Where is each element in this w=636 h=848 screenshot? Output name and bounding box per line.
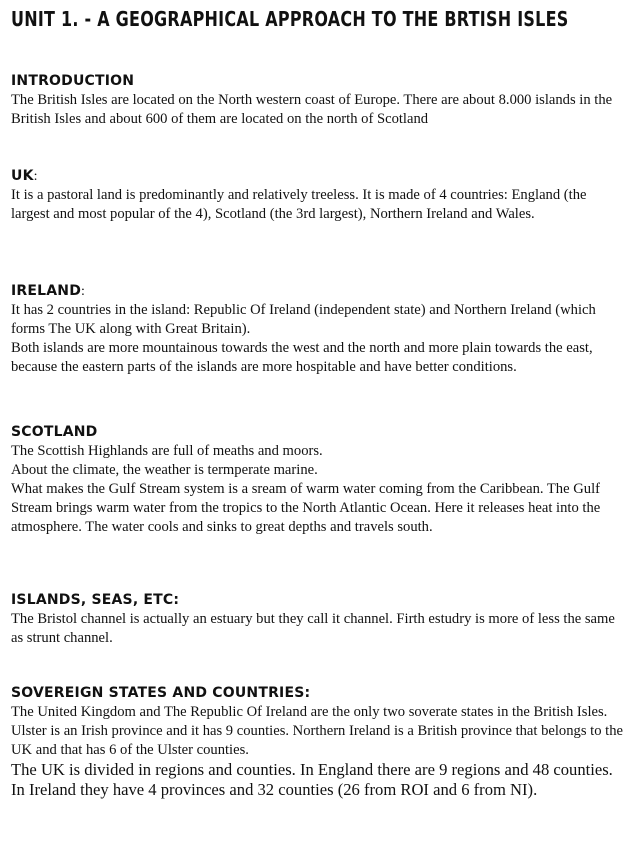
- heading-colon: :: [33, 169, 38, 184]
- paragraph: Ulster is an Irish province and it has 9 counties. Northern Ireland is a British province that belongs to the UK and that has 6 of the Ulster counties.: [11, 723, 623, 758]
- section-ireland: [11, 282, 626, 377]
- section-introduction: [11, 72, 626, 129]
- paragraph: Both islands are more mountainous towards the west and the north and more plain towards the east, because the eastern parts of the islands are more hospitable and have better conditions.: [11, 340, 593, 375]
- section-heading: [11, 423, 626, 442]
- heading-text: ISLANDS, SEAS, ETC:: [11, 592, 180, 608]
- paragraph: The United Kingdom and The Republic Of Ireland are the only two soverate states in the British Isles.: [11, 704, 608, 720]
- unit-title: UNIT 1. - A GEOGRAPHICAL APPROACH TO THE BRTISH ISLES: [11, 7, 569, 31]
- heading-text: SCOTLAND: [11, 424, 98, 440]
- section-heading: [11, 72, 626, 91]
- section-heading: [11, 684, 626, 703]
- heading-text: SOVEREIGN STATES AND COUNTRIES:: [11, 685, 311, 701]
- heading-text: UK: [11, 168, 34, 184]
- paragraph: What makes the Gulf Stream system is a sream of warm water coming from the Caribbean. The Gulf Stream brings warm water from the tropics to the North Atlantic Ocean. Here it releases heat into the atmosphere. The water cools and sinks to great depths and travels south.: [11, 481, 601, 535]
- paragraph: The British Isles are located on the North western coast of Europe. There are about 8.000 islands in the British Isles and about 600 of them are located on the north of Scotland: [11, 92, 613, 127]
- section-uk: [11, 167, 626, 224]
- heading-text: INTRODUCTION: [11, 73, 135, 89]
- paragraph: The UK is divided in regions and counties. In England there are 9 regions and 48 counties. In Ireland they have 4 provinces and 32 counties (26 from ROI and 6 from NI).: [11, 760, 613, 799]
- section-heading: [11, 167, 626, 186]
- section-sovereign-states: [11, 684, 626, 800]
- heading-text: IRELAND: [11, 283, 82, 299]
- heading-colon: :: [81, 284, 86, 299]
- section-heading: [11, 282, 626, 301]
- paragraph: About the climate, the weather is termperate marine.: [11, 462, 318, 478]
- section-scotland: [11, 423, 626, 537]
- paragraph: It has 2 countries in the island: Republic Of Ireland (independent state) and Northern Ireland (which forms The UK along with Great Britain).: [11, 302, 596, 337]
- paragraph: It is a pastoral land is predominantly and relatively treeless. It is made of 4 countries: England (the largest and most popular of the 4), Scotland (the 3rd largest), Northern Ireland and Wales.: [11, 187, 587, 222]
- paragraph: The Scottish Highlands are full of meaths and moors.: [11, 443, 323, 459]
- paragraph: The Bristol channel is actually an estuary but they call it channel. Firth estudry is more of less the same as strunt channel.: [11, 611, 615, 646]
- section-heading: [11, 591, 626, 610]
- section-islands-seas: [11, 591, 626, 648]
